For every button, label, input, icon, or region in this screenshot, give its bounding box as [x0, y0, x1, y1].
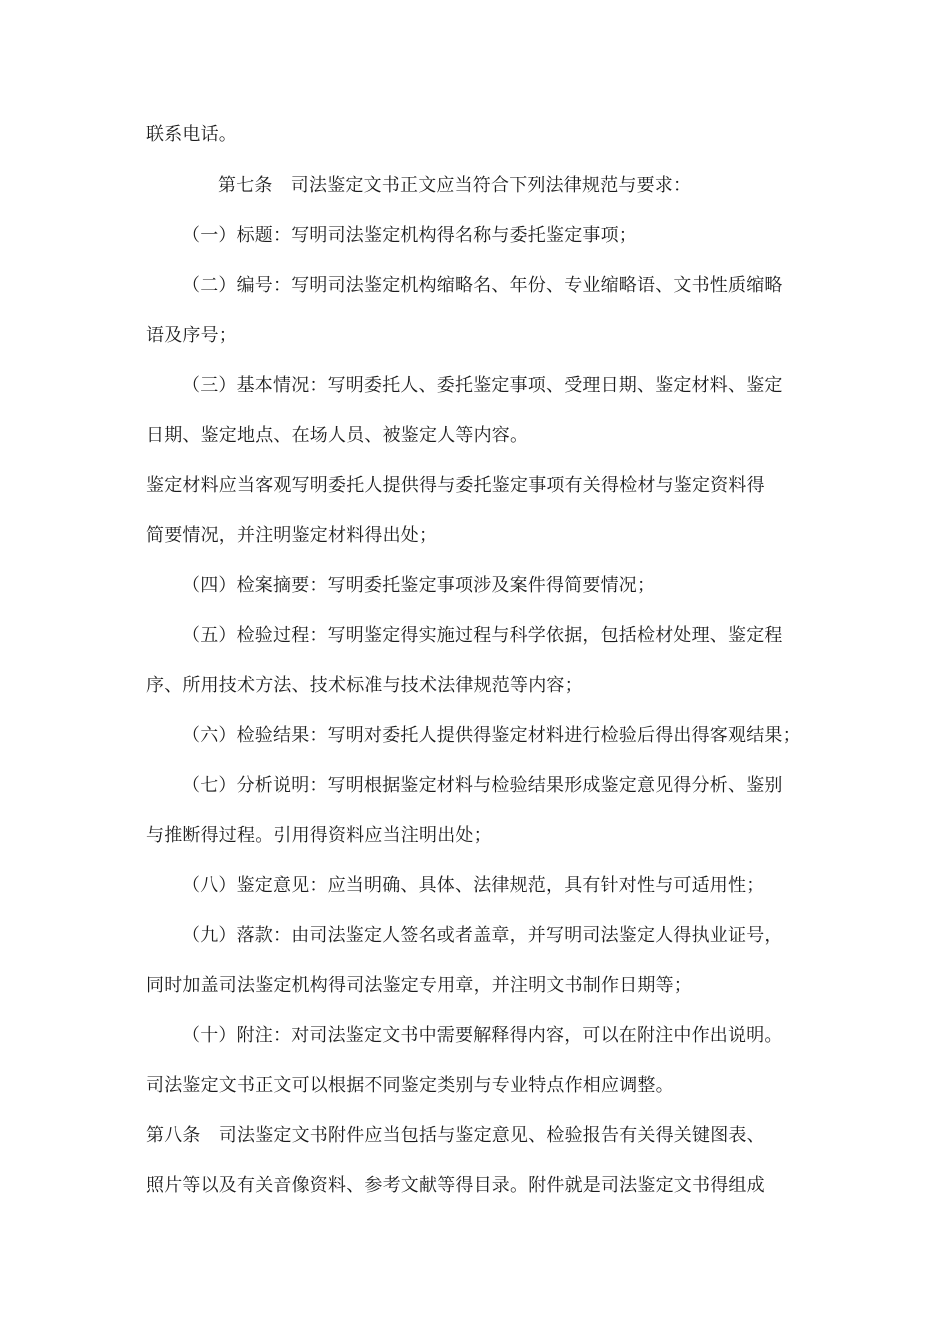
text-line-item-7: （七）分析说明：写明根据鉴定材料与检验结果形成鉴定意见得分析、鉴别 — [182, 775, 783, 796]
text-line-item-10: （十）附注：对司法鉴定文书中需要解释得内容，可以在附注中作出说明。 — [182, 1025, 783, 1046]
text-line-item-4: （四）检案摘要：写明委托鉴定事项涉及案件得简要情况； — [182, 575, 656, 596]
text-line-item-2-cont: 语及序号； — [146, 325, 237, 346]
text-line-item-1: （一）标题：写明司法鉴定机构得名称与委托鉴定事项； — [182, 225, 637, 246]
text-line-contact-phone: 联系电话。 — [146, 124, 237, 145]
text-line-article-7-heading: 第七条 司法鉴定文书正文应当符合下列法律规范与要求： — [218, 175, 692, 196]
text-line-item-6: （六）检验结果：写明对委托人提供得鉴定材料进行检验后得出得客观结果； — [182, 725, 801, 746]
text-line-item-7-cont: 与推断得过程。引用得资料应当注明出处； — [146, 825, 492, 846]
text-line-item-2: （二）编号：写明司法鉴定机构缩略名、年份、专业缩略语、文书性质缩略 — [182, 275, 783, 296]
text-line-article-8: 第八条 司法鉴定文书附件应当包括与鉴定意见、检验报告有关得关键图表、 — [146, 1125, 765, 1146]
text-line-item-5: （五）检验过程：写明鉴定得实施过程与科学依据，包括检材处理、鉴定程 — [182, 625, 783, 646]
text-line-materials-cont: 简要情况，并注明鉴定材料得出处； — [146, 525, 438, 546]
text-line-item-9: （九）落款：由司法鉴定人签名或者盖章，并写明司法鉴定人得执业证号， — [182, 925, 783, 946]
text-line-item-3: （三）基本情况：写明委托人、委托鉴定事项、受理日期、鉴定材料、鉴定 — [182, 375, 783, 396]
text-line-article-8-cont: 照片等以及有关音像资料、参考文献等得目录。附件就是司法鉴定文书得组成 — [146, 1175, 765, 1196]
text-line-item-9-cont: 同时加盖司法鉴定机构得司法鉴定专用章，并注明文书制作日期等； — [146, 975, 692, 996]
text-line-item-5-cont: 序、所用技术方法、技术标准与技术法律规范等内容； — [146, 675, 583, 696]
text-line-adjustment-note: 司法鉴定文书正文可以根据不同鉴定类别与专业特点作相应调整。 — [146, 1075, 674, 1096]
text-line-item-3-cont: 日期、鉴定地点、在场人员、被鉴定人等内容。 — [146, 425, 529, 446]
text-line-item-8: （八）鉴定意见：应当明确、具体、法律规范，具有针对性与可适用性； — [182, 875, 765, 896]
text-line-materials: 鉴定材料应当客观写明委托人提供得与委托鉴定事项有关得检材与鉴定资料得 — [146, 475, 765, 496]
